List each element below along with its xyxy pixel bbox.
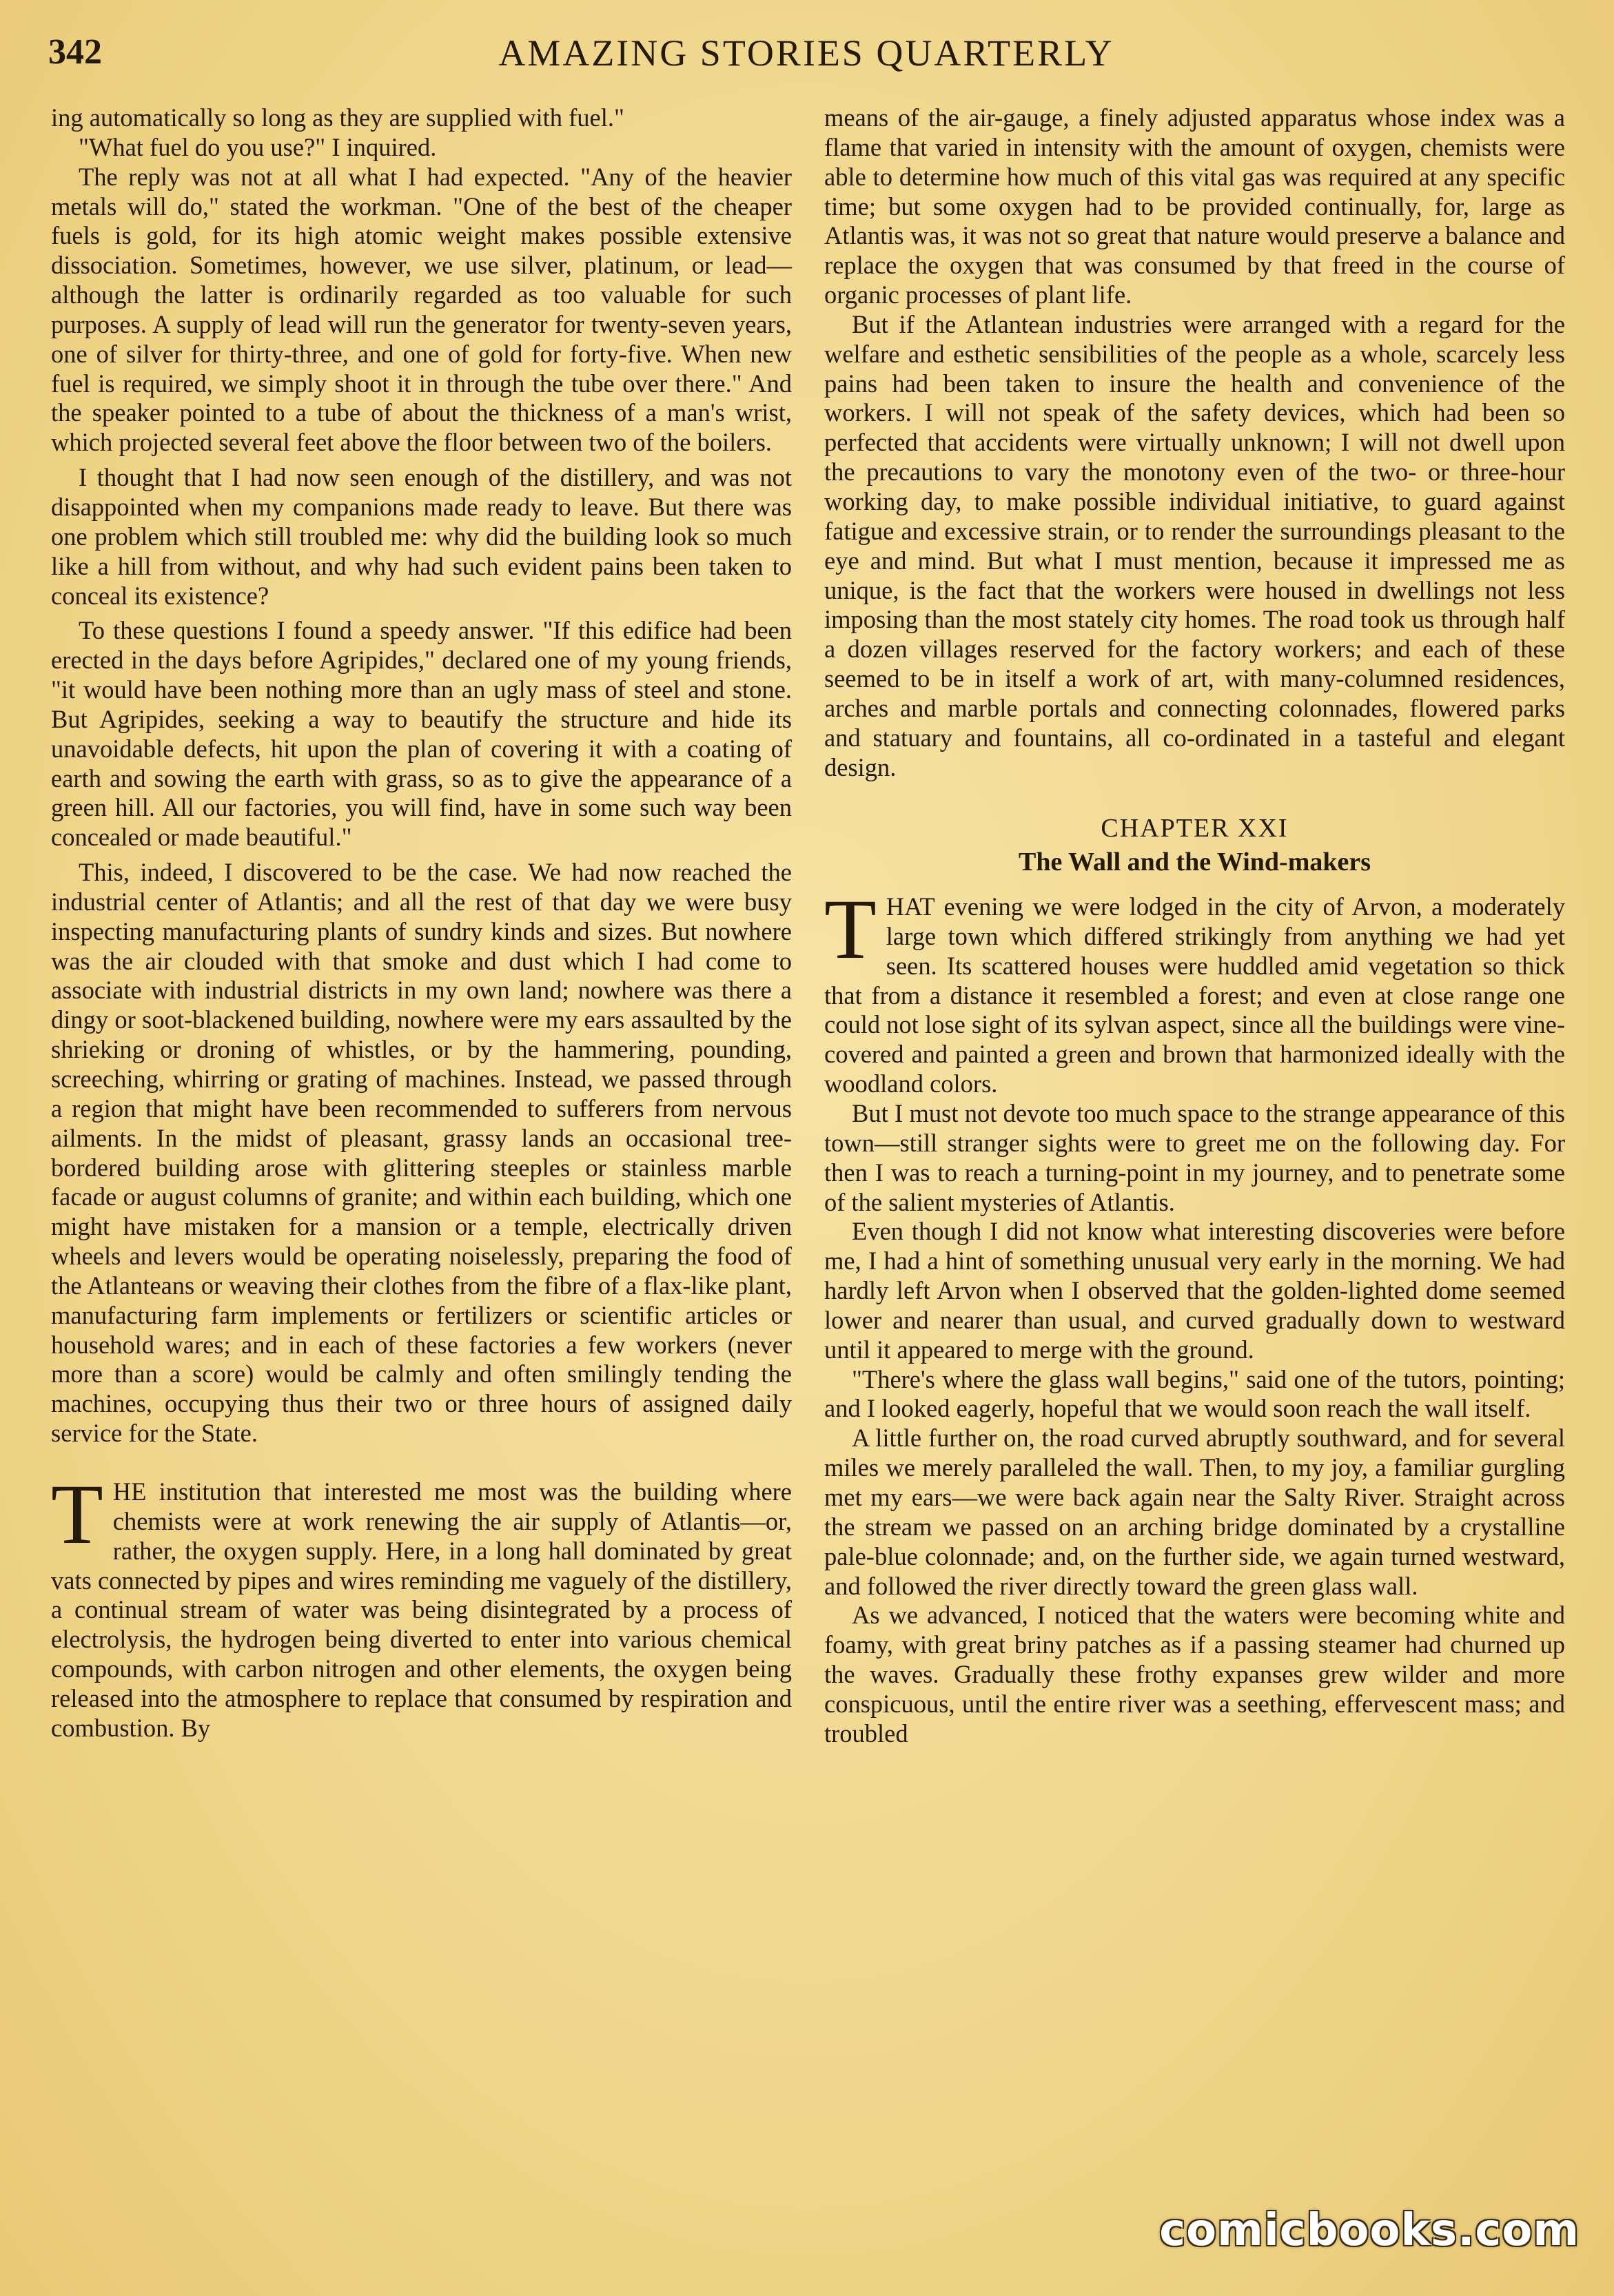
paragraph: "What fuel do you use?" I inquired. — [79, 132, 437, 161]
paragraph: A little further on, the road curved abruptly southward, and for several miles we merely paralleled the wall. Then, to my joy, a familiar gurgling met my ears—we were back again near the Salty River. Straight across the stream we passed on an arching bridge dominated by a crystalline pale-blue colonnade; and, on the further side, we again turned westward, and followed the river directly toward the green glass wall. — [824, 1424, 1565, 1600]
paragraph: Even though I did not know what interesting discoveries were before me, I had a hint of something unusual very early in the morning. We had hardly left Arvon when I observed that the golden-lighted dome seemed lower and nearer than usual, and curved gradually down to westward until it appeared to merge with the ground. — [824, 1217, 1565, 1364]
chapter-title: The Wall and the Wind-makers — [1018, 848, 1371, 877]
paragraph: As we advanced, I noticed that the waters were becoming white and foamy, with great briny patches as if a passing steamer had churned up the waves. Gradually these frothy expanses grew wilder and more conspicuous, until the entire river was a seething, effervescent mass; and troubled — [824, 1601, 1565, 1747]
paragraph: ing automatically so long as they are supplied with fuel." — [51, 103, 624, 132]
drop-cap: T — [51, 1466, 103, 1561]
chapter-number: CHAPTER XXI — [1101, 814, 1289, 843]
watermark: comicbooks.com — [1159, 2205, 1580, 2256]
paragraph: The reply was not at all what I had expected. "Any of the heavier metals will do," stated the workman. "One of the best of the cheaper fuels is gold, for its high atomic weight makes possible extensive dissociation. Sometimes, however, we use silver, platinum, or lead—although the latter is ordinarily regarded as too valuable for such purposes. A supply of lead will run the generator for twenty-seven years, one of silver for thirty-three, and one of gold for forty-five. When new fuel is required, we simply shoot it in through the tube over there." And the speaker pointed to a tube of about the thickness of a man's wrist, which projected several feet above the floor between two of the boilers. — [51, 162, 792, 457]
page-header — [48, 28, 1564, 76]
page-number: 342 — [48, 32, 102, 72]
paragraph: But if the Atlantean industries were arranged with a regard for the welfare and esthetic sensibilities of the people as a whole, scarcely less pains had been taken to insure the health and convenience of the workers. I will not speak of the safety devices, which had been so perfected that accidents were virtually unknown; I will not dwell upon the precautions to vary the monotony even of the two- or three-hour working day, to make possible individual initiative, to guard against fatigue and excessive strain, or to render the surroundings pleasant to the eye and mind. But what I must mention, because it impressed me as unique, is the fact that the workers were housed in dwellings not less imposing than the most stately city homes. The road took us through half a dozen villages reserved for the factory workers; and each of these seemed to be in itself a work of art, with many-columned residences, arches and marble portals and connecting colonnades, flowered parks and statuary and fountains, all co-ordinated in a tasteful and elegant design. — [824, 309, 1565, 781]
running-head: AMAZING STORIES QUARTERLY — [498, 32, 1114, 74]
paragraph — [51, 1466, 792, 1743]
paragraph: means of the air-gauge, a finely adjusted apparatus whose index was a flame that varied in intensity with the amount of oxygen, chemists were able to determine how much of this vital gas was required at any specific time; but some oxygen had to be provided continually, for, large as Atlantis was, it was not so great that nature would preserve a balance and replace the oxygen that was consumed by that freed in the course of organic processes of plant life. — [824, 103, 1565, 309]
paragraph: I thought that I had now seen enough of the distillery, and was not disappointed when my companions made ready to leave. But there was one problem which still troubled me: why did the building look so much like a hill from without, and why had such evident pains been taken to conceal its existence? — [51, 463, 792, 610]
right-column — [824, 103, 1565, 1749]
paragraph: But I must not devote too much space to the strange appearance of this town—still stranger sights were to greet me on the following day. For then I was to reach a turning-point in my journey, and to penetrate some of the salient mysteries of Atlantis. — [824, 1099, 1565, 1216]
paragraph: "There's where the glass wall begins," said one of the tutors, pointing; and I looked eagerly, hopeful that we would soon reach the wall itself. — [824, 1364, 1565, 1423]
drop-cap: T — [824, 882, 877, 977]
paragraph: This, indeed, I discovered to be the case. We had now reached the industrial center of Atlantis; and all the rest of that day we were busy inspecting manufacturing plants of sundry kinds and sizes. But nowhere was the air clouded with that smoke and dust which I had come to associate with industrial districts in my own land; nowhere was there a dingy or soot-blackened building, nowhere were my ears assaulted by the shrieking or droning of whistles, or by the hammering, pounding, screeching, whirring or grating of machines. Instead, we passed through a region that might have been recommended to sufferers from nervous ailments. In the midst of pleasant, grassy lands an occasional tree-bordered building arose with glittering steeples or stainless marble facade or august columns of granite; and within each building, which one might have mistaken for a mansion or a temple, electrically driven wheels and levers would be operating noiselessly, preparing the food of the Atlanteans or weaving their clothes from the fibre of a flax-like plant, manufacturing farm implements or fertilizers or scientific articles or household wares; and in each of these factories a few workers (never more than a score) would be calmly and often smilingly tending the machines, occupying thus their two or three hours of assigned daily service for the State. — [51, 858, 792, 1448]
paragraph: To these questions I found a speedy answer. "If this edifice had been erected in the days before Agripides," declared one of my young friends, "it would have been nothing more than an ugly mass of steel and stone. But Agripides, seeking a way to beautify the structure and hide its unavoidable defects, hit upon the plan of covering it with a coating of earth and sowing the earth with grass, so as to give the appearance of a green hill. All our factories, you will find, have in some such way been concealed or made beautiful." — [51, 616, 792, 852]
paragraph-text: HE institution that interested me most was the building where chemists were at work renewing the air supply of Atlantis—or, rather, the oxygen supply. Here, in a long hall dominated by great vats connected by pipes and wires reminding me vaguely of the distillery, a continual stream of water was being disintegrated by a process of electrolysis, the hydrogen being diverted to enter into various chemical compounds, with carbon nitrogen and other elements, the oxygen being released into the atmosphere to replace that consumed by respiration and combustion. By — [51, 1477, 792, 1742]
left-column — [51, 103, 792, 1743]
paragraph — [824, 882, 1565, 1099]
paragraph-text: HAT evening we were lodged in the city of Arvon, a moderately large town which differed strikingly from anything we had yet seen. Its scattered houses were huddled amid vegetation so thick that from a distance it resembled a forest; and even at close range one could not lose sight of its sylvan aspect, since all the buildings were vine-covered and painted a green and brown that harmonized ideally with the woodland colors. — [824, 892, 1565, 1098]
